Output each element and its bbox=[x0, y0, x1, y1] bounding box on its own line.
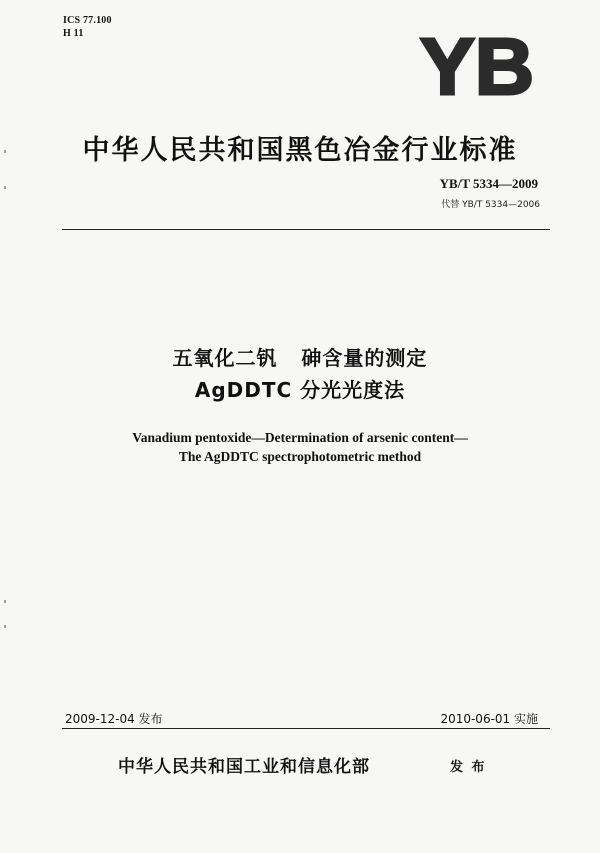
standard-number: YB/T 5334—2009 bbox=[439, 176, 538, 191]
replaces-standard: 代替 YB/T 5334—2006 bbox=[441, 200, 540, 210]
scan-speck bbox=[4, 186, 6, 189]
issue-date: 2009-12-04 发布 bbox=[65, 712, 163, 726]
scan-speck bbox=[4, 625, 6, 628]
logo-text: YB bbox=[420, 32, 534, 102]
category-code: H 11 bbox=[63, 28, 84, 39]
english-title-line-2: The AgDDTC spectrophotometric method bbox=[178, 449, 422, 464]
yb-logo bbox=[418, 32, 536, 102]
classification-codes bbox=[63, 14, 112, 40]
publisher-name: 中华人民共和国工业和信息化部 bbox=[118, 757, 370, 777]
industry-standard-title: 中华人民共和国黑色冶金行业标准 bbox=[82, 135, 518, 166]
bottom-divider bbox=[62, 728, 550, 729]
implementation-date: 2010-06-01 实施 bbox=[440, 712, 538, 726]
english-title-line-1: Vanadium pentoxide—Determination of arsenic content— bbox=[132, 430, 468, 445]
ics-code: ICS 77.100 bbox=[63, 15, 112, 26]
publish-label: 发 布 bbox=[450, 760, 487, 775]
scan-speck bbox=[4, 600, 6, 603]
top-divider bbox=[62, 229, 550, 230]
chinese-title-line-2: AgDDTC 分光光度法 bbox=[194, 378, 406, 402]
chinese-title-line-1: 五氧化二钒 砷含量的测定 bbox=[172, 346, 428, 370]
